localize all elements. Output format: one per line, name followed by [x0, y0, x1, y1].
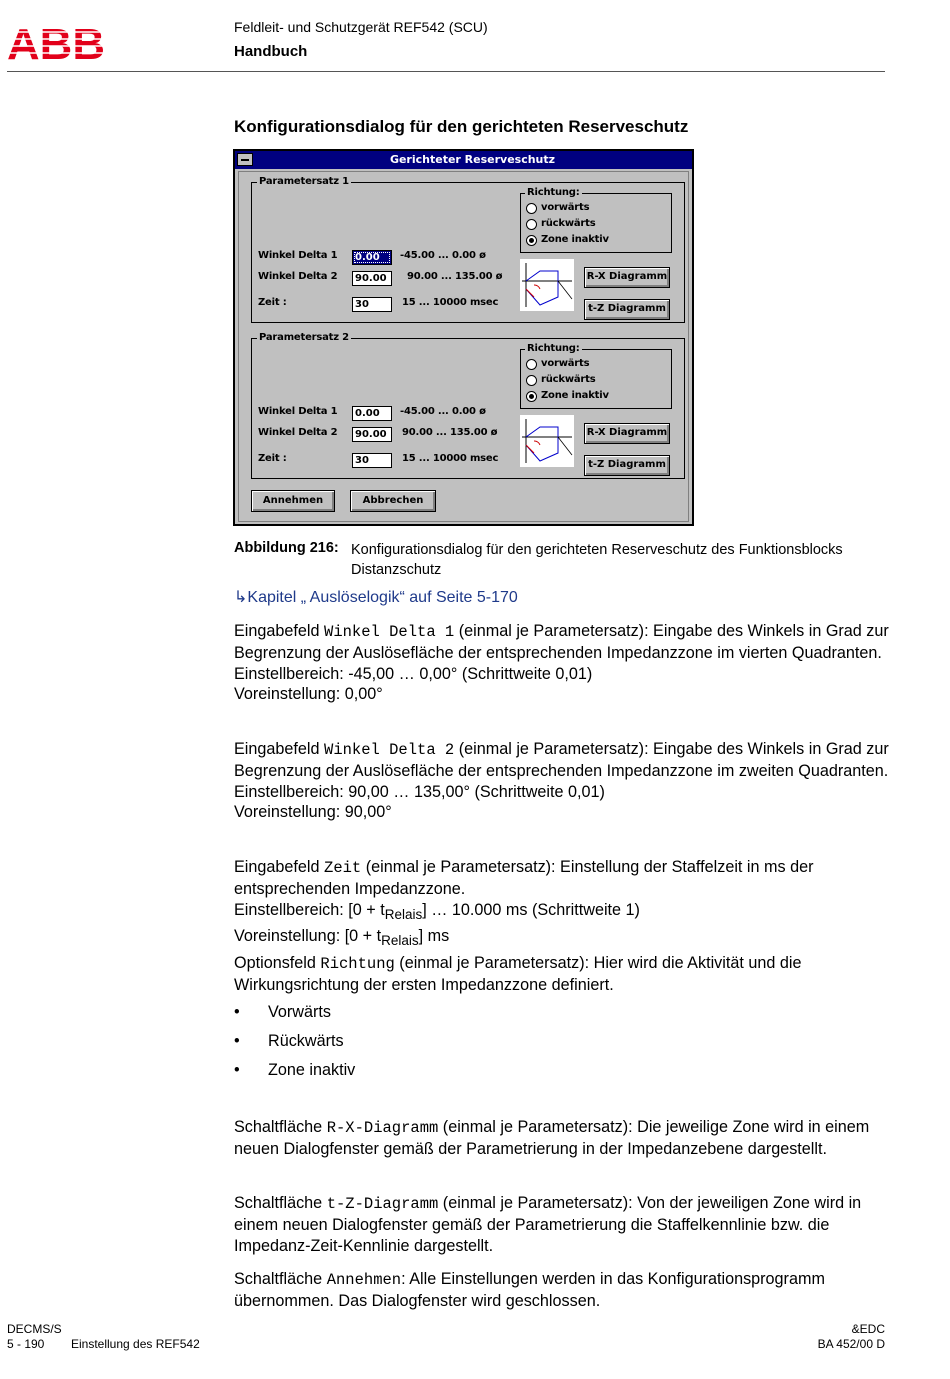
paragraph-richtung: [234, 953, 889, 996]
radio-backward-label: rückwärts: [541, 374, 596, 385]
svg-text:ABB: ABB: [7, 24, 105, 62]
rx-diagram-button[interactable]: R-X Diagramm: [584, 423, 670, 444]
default-value: Voreinstellung: 90,00°: [234, 803, 392, 822]
setting-range: Einstellbereich: 90,00 … 135,00° (Schrittweite 0,01): [234, 782, 605, 801]
winkel-delta-2-range: 90.00 ... 135.00 ø: [402, 427, 498, 438]
radio-forward-label: vorwärts: [541, 358, 590, 369]
paragraph-rx-diagramm: [234, 1117, 889, 1160]
code-term: Annehmen: [326, 1271, 402, 1289]
header-manual: Handbuch: [234, 43, 308, 60]
winkel-delta-1-label: Winkel Delta 1: [258, 406, 338, 417]
direction-label: Richtung:: [527, 343, 580, 354]
direction-label: Richtung:: [527, 187, 580, 198]
winkel-delta-1-range: -45.00 ... 0.00 ø: [400, 250, 486, 261]
subscript: Relais: [384, 906, 423, 922]
footer-edc: &EDC: [851, 1322, 885, 1336]
rx-diagram-thumbnail: [520, 415, 574, 467]
text: Eingabefeld: [234, 740, 325, 758]
default-value: ] ms: [418, 926, 450, 945]
radio-zone-inactive[interactable]: [526, 235, 537, 246]
paragraph-zeit: [234, 857, 889, 952]
winkel-delta-2-range: 90.00 ... 135.00 ø: [407, 271, 503, 282]
footer-chapter: Einstellung des REF542: [71, 1337, 200, 1351]
cross-reference-link[interactable]: [234, 587, 518, 607]
radio-forward[interactable]: [526, 203, 537, 214]
paragraph-tz-diagramm: [234, 1193, 889, 1256]
accept-button[interactable]: Annehmen: [251, 490, 335, 512]
code-term: t-Z-Diagramm: [326, 1195, 439, 1213]
radio-forward[interactable]: [526, 359, 537, 370]
abb-logo: [7, 24, 105, 62]
tz-diagram-button[interactable]: t-Z Diagramm: [584, 455, 670, 476]
section-title: Konfigurationsdialog für den gerichteten Reserveschutz: [234, 117, 689, 136]
bullet-icon: •: [234, 1061, 240, 1079]
radio-zone-inactive[interactable]: [526, 391, 537, 402]
text: Eingabefeld: [234, 858, 325, 876]
parameter-set-1: [251, 176, 685, 323]
parameter-set-1-label: Parametersatz 1: [259, 176, 349, 187]
winkel-delta-2-label: Winkel Delta 2: [258, 271, 338, 282]
paragraph-winkel-delta-1: [234, 621, 889, 705]
default-value: Voreinstellung: 0,00°: [234, 685, 383, 704]
text: Schaltfläche: [234, 1270, 327, 1288]
radio-backward[interactable]: [526, 375, 537, 386]
zeit-label: Zeit :: [258, 297, 287, 308]
figure-caption: Konfigurationsdialog für den gerichteten Reserveschutz des Funktionsblocks Distanzschutz: [351, 542, 843, 578]
text: Schaltfläche: [234, 1194, 327, 1212]
winkel-delta-2-label: Winkel Delta 2: [258, 427, 338, 438]
code-term: R-X-Diagramm: [326, 1119, 439, 1137]
setting-range: Einstellbereich: -45,00 … 0,00° (Schrittweite 0,01): [234, 664, 593, 683]
text: (einmal je Parametersatz): Von der jeweiligen Zone wird in einem neuen Dialogfenster gemäß der Parametrierung die Staffelkennlinie bzw. die Impedanz-Zeit-Kennlinie dargestellt.: [234, 1194, 862, 1255]
winkel-delta-1-range: -45.00 ... 0.00 ø: [400, 406, 486, 417]
header-divider: [7, 71, 885, 72]
list-item: Rückwärts: [268, 1032, 344, 1050]
arrow-icon: ↳: [234, 589, 248, 606]
parameter-set-2-label: Parametersatz 2: [259, 332, 349, 343]
tz-diagram-button[interactable]: t-Z Diagramm: [584, 299, 670, 320]
radio-backward[interactable]: [526, 219, 537, 230]
subscript: Relais: [381, 932, 419, 948]
list-item: Vorwärts: [268, 1003, 331, 1021]
dialog-titlebar: [235, 151, 692, 169]
text: (einmal je Parametersatz): Einstellung der Staffelzeit in ms der entsprechenden Impedanzzone.: [234, 858, 814, 898]
radio-forward-label: vorwärts: [541, 202, 590, 213]
dialog-client: [238, 171, 689, 522]
text: Eingabefeld: [234, 622, 325, 640]
bullet-icon: •: [234, 1003, 240, 1021]
direction-group-2: [520, 343, 672, 409]
bullet-icon: •: [234, 1032, 240, 1050]
radio-backward-label: rückwärts: [541, 218, 596, 229]
text: : Alle Einstellungen werden in das Konfigurationsprogramm übernommen. Das Dialogfenster wird geschlossen.: [234, 1270, 825, 1310]
winkel-delta-2-input[interactable]: 90.00: [352, 427, 392, 442]
rx-diagram-thumbnail: [520, 259, 574, 311]
winkel-delta-2-input[interactable]: 90.00: [352, 271, 392, 286]
zeit-label: Zeit :: [258, 453, 287, 464]
rx-diagram-button[interactable]: R-X Diagramm: [584, 267, 670, 288]
text: (einmal je Parametersatz): Eingabe des Winkels in Grad zur Begrenzung der Auslösefläche der entsprechenden Impedanzzone im zweiten Quadranten.: [234, 740, 889, 780]
paragraph-annehmen: [234, 1269, 889, 1312]
footer-document-id: BA 452/00 D: [817, 1337, 885, 1351]
cancel-button[interactable]: Abbrechen: [350, 490, 436, 512]
winkel-delta-1-input[interactable]: 0.00: [352, 406, 392, 421]
text: (einmal je Parametersatz): Eingabe des Winkels in Grad zur Begrenzung der Auslösefläche der entsprechenden Impedanzzone im vierten Quadranten.: [234, 622, 889, 662]
text: (einmal je Parametersatz): Die jeweilige Zone wird in einem neuen Dialogfenster gemäß der Parametrierung in der Impedanzebene dargestellt.: [234, 1118, 870, 1158]
code-term: Zeit: [324, 859, 362, 877]
zeit-range: 15 ... 10000 msec: [402, 297, 499, 308]
text: Schaltfläche: [234, 1118, 327, 1136]
zeit-input[interactable]: 30: [352, 453, 392, 468]
footer-department: DECMS/S: [7, 1322, 62, 1336]
text: Optionsfeld: [234, 954, 321, 972]
default-value: Voreinstellung: [0 + t: [234, 926, 382, 945]
footer-page-number: 5 - 190: [7, 1337, 45, 1351]
setting-range: Einstellbereich: [0 + t: [234, 900, 385, 919]
winkel-delta-1-input[interactable]: 0.00: [352, 250, 392, 265]
winkel-delta-1-label: Winkel Delta 1: [258, 250, 338, 261]
text: (einmal je Parametersatz): Hier wird die Aktivität und die Wirkungsrichtung der ersten Impedanzzone definiert.: [234, 954, 802, 994]
code-term: Richtung: [320, 955, 395, 973]
setting-range: ] … 10.000 ms (Schrittweite 1): [422, 900, 640, 919]
code-term: Winkel Delta 2: [324, 741, 455, 759]
paragraph-winkel-delta-2: [234, 739, 889, 823]
code-term: Winkel Delta 1: [324, 623, 455, 641]
cross-reference-text: Kapitel „ Auslöselogik“ auf Seite 5-170: [247, 589, 518, 606]
header-product: Feldleit- und Schutzgerät REF542 (SCU): [234, 19, 488, 35]
config-dialog: [233, 149, 694, 526]
radio-zone-inactive-label: Zone inaktiv: [541, 390, 609, 401]
figure-label: Abbildung 216:: [234, 540, 339, 556]
dialog-title: Gerichteter Reserveschutz: [389, 153, 556, 166]
direction-group-1: [520, 187, 672, 253]
list-item: Zone inaktiv: [268, 1061, 356, 1079]
zeit-range: 15 ... 10000 msec: [402, 453, 499, 464]
zeit-input[interactable]: 30: [352, 297, 392, 312]
radio-zone-inactive-label: Zone inaktiv: [541, 234, 609, 245]
parameter-set-2: [251, 332, 685, 479]
